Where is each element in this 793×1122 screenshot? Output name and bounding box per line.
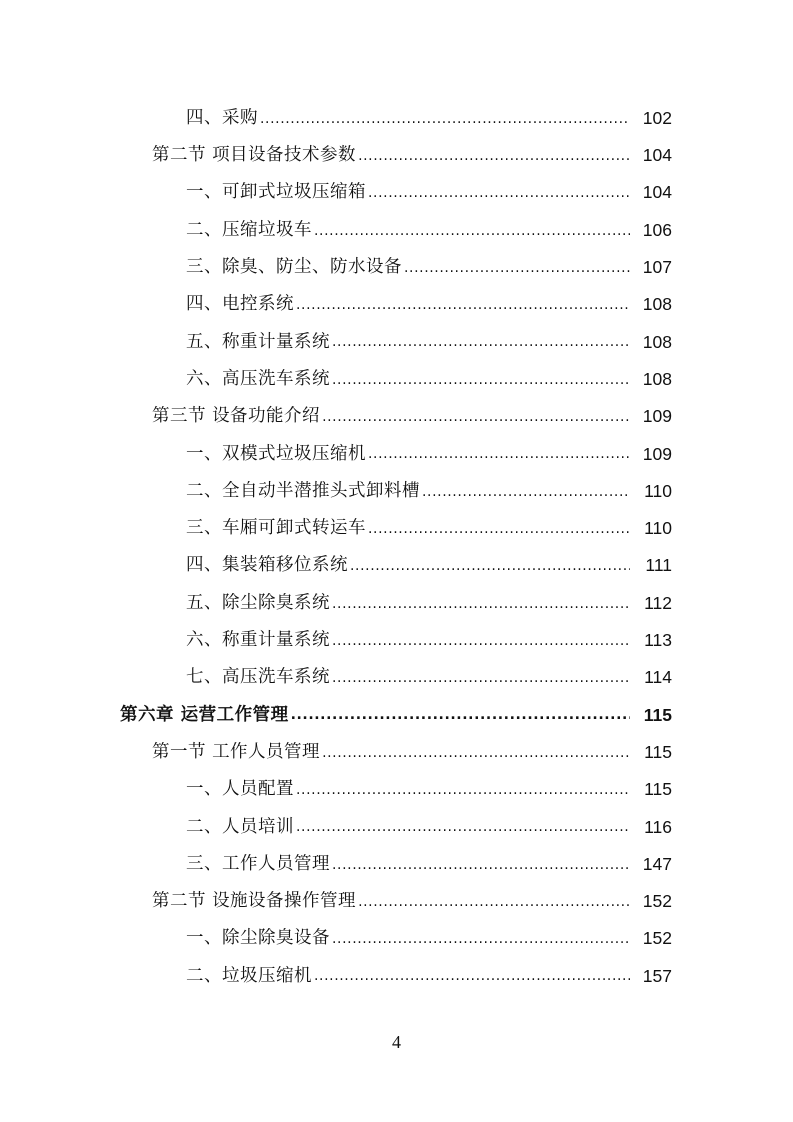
toc-leader-dots: [404, 259, 630, 277]
toc-leader-dots: [296, 296, 630, 314]
toc-entry-page: 106: [642, 219, 672, 240]
toc-entry[interactable]: [0, 361, 793, 398]
toc-leader-dots: [422, 483, 630, 501]
toc-entry-page: 157: [642, 965, 672, 986]
toc-entry-label: 二、全自动半潜推头式卸料槽: [186, 480, 420, 501]
toc-entry-page: 115: [644, 779, 672, 800]
toc-entry-page: 110: [644, 480, 672, 501]
toc-leader-dots: [332, 856, 630, 874]
toc-entry-label: 六、高压洗车系统: [186, 368, 330, 389]
toc-entry-label: 一、双模式垃圾压缩机: [186, 443, 366, 464]
toc-entry-page: 108: [642, 294, 672, 315]
toc-entry-page: 108: [642, 331, 672, 352]
toc-entry[interactable]: [0, 510, 793, 547]
toc-entry-label: 第一节 工作人员管理: [152, 741, 321, 762]
toc-entry-page: 152: [642, 928, 672, 949]
table-of-contents: [0, 100, 793, 995]
toc-entry[interactable]: [0, 659, 793, 696]
toc-leader-dots: [314, 222, 630, 240]
toc-leader-dots: [296, 781, 630, 799]
toc-entry-page: 147: [642, 853, 672, 874]
toc-entry-page: 116: [644, 816, 672, 837]
toc-entry-label: 一、除尘除臭设备: [186, 928, 330, 949]
toc-entry-label: 七、高压洗车系统: [186, 667, 330, 688]
toc-leader-dots: [291, 706, 630, 724]
toc-entry[interactable]: [0, 958, 793, 995]
toc-leader-dots: [314, 967, 630, 985]
toc-entry[interactable]: [0, 809, 793, 846]
toc-entry-page: 113: [644, 630, 672, 651]
toc-entry-page: 112: [644, 592, 672, 613]
toc-entry[interactable]: [0, 921, 793, 958]
toc-chapter-entry[interactable]: [0, 697, 793, 734]
toc-entry[interactable]: [0, 473, 793, 510]
toc-entry-page: 104: [642, 145, 672, 166]
toc-entry[interactable]: [0, 436, 793, 473]
toc-leader-dots: [332, 371, 630, 389]
toc-entry-label: 一、人员配置: [186, 779, 294, 800]
toc-entry[interactable]: [0, 883, 793, 920]
toc-leader-dots: [322, 744, 630, 762]
toc-leader-dots: [350, 557, 630, 575]
toc-entry-page: 108: [642, 368, 672, 389]
toc-entry[interactable]: [0, 398, 793, 435]
toc-leader-dots: [332, 595, 630, 613]
toc-entry-page: 104: [642, 182, 672, 203]
toc-entry[interactable]: [0, 771, 793, 808]
toc-entry-page: 109: [642, 406, 672, 427]
toc-leader-dots: [368, 184, 630, 202]
toc-entry-label: 六、称重计量系统: [186, 630, 330, 651]
toc-entry-label: 第六章 运营工作管理: [120, 704, 289, 725]
toc-entry-page: 107: [642, 257, 672, 278]
toc-leader-dots: [260, 110, 630, 128]
toc-entry-page: 115: [643, 704, 672, 725]
page-number: 4: [392, 1032, 401, 1052]
toc-leader-dots: [368, 445, 630, 463]
toc-entry[interactable]: [0, 585, 793, 622]
toc-leader-dots: [332, 669, 630, 687]
toc-entry[interactable]: [0, 548, 793, 585]
toc-entry[interactable]: [0, 137, 793, 174]
toc-entry-page: 115: [644, 741, 672, 762]
toc-leader-dots: [358, 893, 630, 911]
toc-entry-page: 111: [645, 555, 672, 576]
toc-entry-label: 四、集装箱移位系统: [186, 555, 348, 576]
toc-entry[interactable]: [0, 175, 793, 212]
toc-entry-label: 一、可卸式垃圾压缩箱: [186, 182, 366, 203]
toc-leader-dots: [332, 632, 630, 650]
toc-entry[interactable]: [0, 846, 793, 883]
toc-entry-page: 152: [642, 891, 672, 912]
toc-entry[interactable]: [0, 100, 793, 137]
toc-entry[interactable]: [0, 212, 793, 249]
toc-entry-label: 二、压缩垃圾车: [186, 219, 312, 240]
toc-entry-label: 二、垃圾压缩机: [186, 965, 312, 986]
toc-entry-page: 110: [644, 518, 672, 539]
toc-entry-page: 109: [642, 443, 672, 464]
toc-entry[interactable]: [0, 734, 793, 771]
toc-entry-page: 102: [642, 107, 672, 128]
toc-entry-label: 三、车厢可卸式转运车: [186, 518, 366, 539]
toc-entry-label: 三、工作人员管理: [186, 853, 330, 874]
toc-entry-label: 五、除尘除臭系统: [186, 592, 330, 613]
toc-leader-dots: [368, 520, 630, 538]
toc-entry-label: 第三节 设备功能介绍: [152, 406, 321, 427]
toc-entry-label: 四、电控系统: [186, 294, 294, 315]
toc-entry[interactable]: [0, 249, 793, 286]
toc-entry-label: 四、采购: [186, 107, 258, 128]
toc-entry[interactable]: [0, 286, 793, 323]
toc-entry-label: 五、称重计量系统: [186, 331, 330, 352]
toc-entry-label: 二、人员培训: [186, 816, 294, 837]
toc-leader-dots: [322, 408, 630, 426]
toc-leader-dots: [358, 147, 630, 165]
toc-entry[interactable]: [0, 622, 793, 659]
toc-entry-page: 114: [644, 667, 672, 688]
toc-entry[interactable]: [0, 324, 793, 361]
toc-entry-label: 第二节 项目设备技术参数: [152, 145, 357, 166]
toc-leader-dots: [296, 818, 630, 836]
toc-entry-label: 三、除臭、防尘、防水设备: [186, 257, 402, 278]
toc-entry-label: 第二节 设施设备操作管理: [152, 891, 357, 912]
toc-leader-dots: [332, 333, 630, 351]
toc-leader-dots: [332, 930, 630, 948]
